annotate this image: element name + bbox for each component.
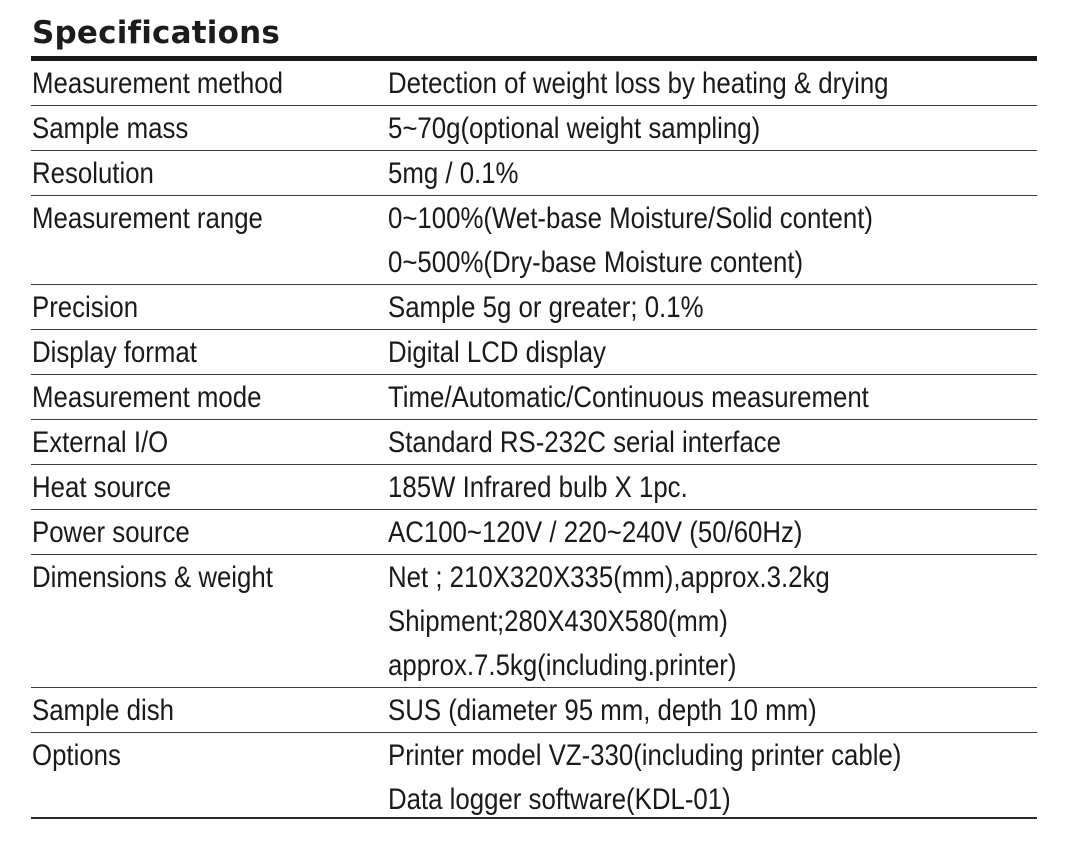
spec-label: Measurement mode xyxy=(32,381,262,414)
spec-label-cell xyxy=(31,510,388,554)
spec-value-cell xyxy=(388,510,1037,554)
spec-row xyxy=(31,196,1037,285)
spec-value: 0~500%(Dry-base Moisture content) xyxy=(388,246,804,279)
spec-row xyxy=(31,106,1037,151)
spec-label: Sample dish xyxy=(32,694,174,727)
spec-label-cell xyxy=(31,555,388,687)
page-title: Specifications xyxy=(32,15,281,51)
spec-label: Resolution xyxy=(32,157,154,190)
spec-value: Shipment;280X430X580(mm) xyxy=(388,605,728,638)
spec-value-cell xyxy=(388,420,1037,464)
spec-value: Sample 5g or greater; 0.1% xyxy=(388,291,704,324)
spec-value: Printer model VZ-330(including printer cable) xyxy=(388,739,902,772)
spec-value-cell xyxy=(388,330,1037,374)
spec-label-cell xyxy=(31,151,388,195)
spec-value: 185W Infrared bulb X 1pc. xyxy=(388,471,688,504)
spec-label-cell xyxy=(31,688,388,732)
spec-row xyxy=(31,375,1037,420)
spec-row xyxy=(31,285,1037,330)
spec-value-cell xyxy=(388,733,1037,817)
spec-value: 5~70g(optional weight sampling) xyxy=(388,112,761,145)
spec-row xyxy=(31,61,1037,106)
spec-label-cell xyxy=(31,196,388,284)
spec-label: Display format xyxy=(32,336,197,369)
spec-value-cell xyxy=(388,151,1037,195)
spec-label: Options xyxy=(32,739,121,772)
spec-value-cell xyxy=(388,106,1037,150)
spec-value-cell xyxy=(388,285,1037,329)
spec-value: 5mg / 0.1% xyxy=(388,157,519,190)
spec-row xyxy=(31,151,1037,196)
spec-label-cell xyxy=(31,106,388,150)
spec-label: Dimensions & weight xyxy=(32,561,273,594)
spec-value: Digital LCD display xyxy=(388,336,606,369)
spec-value: AC100~120V / 220~240V (50/60Hz) xyxy=(388,516,803,549)
spec-sheet xyxy=(31,12,1037,819)
spec-label: Precision xyxy=(32,291,139,324)
spec-value: Net ; 210X320X335(mm),approx.3.2kg xyxy=(388,561,830,594)
spec-label: Sample mass xyxy=(32,112,189,145)
spec-label-cell xyxy=(31,375,388,419)
spec-label-cell xyxy=(31,465,388,509)
spec-label-cell xyxy=(31,420,388,464)
spec-row xyxy=(31,330,1037,375)
spec-table xyxy=(31,61,1037,819)
spec-value-cell xyxy=(388,61,1037,105)
spec-label-cell xyxy=(31,285,388,329)
spec-row xyxy=(31,688,1037,733)
spec-value-cell xyxy=(388,196,1037,284)
spec-value-cell xyxy=(388,688,1037,732)
spec-row xyxy=(31,555,1037,688)
spec-value: Time/Automatic/Continuous measurement xyxy=(388,381,869,414)
spec-row xyxy=(31,420,1037,465)
spec-label-cell xyxy=(31,61,388,105)
spec-value-cell xyxy=(388,375,1037,419)
spec-label: External I/O xyxy=(32,426,169,459)
spec-value: Detection of weight loss by heating & drying xyxy=(388,67,889,100)
spec-label: Measurement method xyxy=(32,67,283,100)
spec-value-cell xyxy=(388,465,1037,509)
spec-value: Standard RS-232C serial interface xyxy=(388,426,781,459)
spec-value: approx.7.5kg(including.printer) xyxy=(388,649,737,682)
spec-label: Power source xyxy=(32,516,190,549)
spec-label: Measurement range xyxy=(32,202,263,235)
spec-value-cell xyxy=(388,555,1037,687)
spec-row xyxy=(31,465,1037,510)
spec-label: Heat source xyxy=(32,471,172,504)
spec-label-cell xyxy=(31,733,388,817)
spec-row xyxy=(31,510,1037,555)
spec-value: Data logger software(KDL-01) xyxy=(388,783,731,816)
spec-value: SUS (diameter 95 mm, depth 10 mm) xyxy=(388,694,817,727)
spec-row xyxy=(31,733,1037,819)
spec-value: 0~100%(Wet-base Moisture/Solid content) xyxy=(388,202,873,235)
spec-label-cell xyxy=(31,330,388,374)
